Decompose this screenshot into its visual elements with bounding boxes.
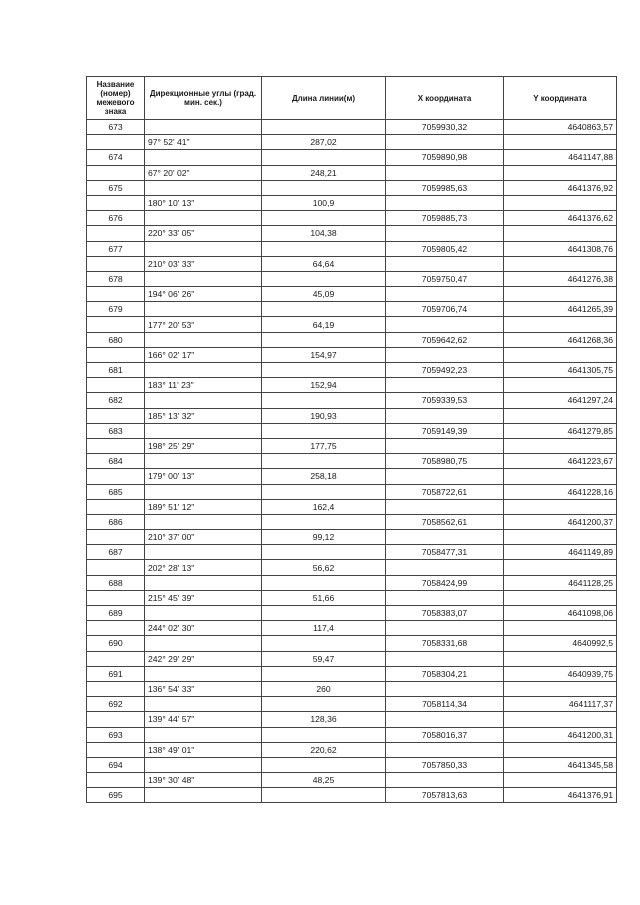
empty-cell [386,530,504,545]
empty-cell [262,545,386,560]
empty-cell [262,241,386,256]
table-row-point [87,636,617,651]
x-coordinate: 7059149,39 [386,423,504,438]
empty-cell [504,530,617,545]
mark-number: 687 [87,545,145,560]
table-row-point [87,332,617,347]
empty-cell [262,666,386,681]
y-coordinate: 4641223,67 [504,454,617,469]
empty-cell [87,226,145,241]
x-coordinate: 7058562,61 [386,514,504,529]
direction-angle: 177° 20' 53" [145,317,262,332]
y-coordinate: 4641305,75 [504,363,617,378]
empty-cell [386,378,504,393]
empty-cell [386,408,504,423]
empty-cell [145,484,262,499]
line-length: 56,62 [262,560,386,575]
empty-cell [504,195,617,210]
header-x-coordinate: X координата [386,77,504,120]
empty-cell [145,727,262,742]
direction-angle: 136° 54' 33" [145,681,262,696]
empty-cell [386,712,504,727]
empty-cell [262,180,386,195]
x-coordinate: 7059706,74 [386,302,504,317]
x-coordinate: 7059750,47 [386,271,504,286]
empty-cell [386,135,504,150]
mark-number: 683 [87,423,145,438]
mark-number: 676 [87,211,145,226]
table-row-segment [87,499,617,514]
mark-number: 691 [87,666,145,681]
x-coordinate: 7058016,37 [386,727,504,742]
table-row-segment [87,651,617,666]
empty-cell [87,256,145,271]
empty-cell [87,317,145,332]
mark-number: 673 [87,120,145,135]
empty-cell [504,681,617,696]
table-row-segment [87,742,617,757]
empty-cell [386,195,504,210]
empty-cell [87,135,145,150]
empty-cell [386,226,504,241]
table-header-row [87,77,617,120]
line-length: 177,75 [262,438,386,453]
empty-cell [145,575,262,590]
direction-angle: 244° 02' 30" [145,621,262,636]
boundary-marks-table [86,76,617,803]
mark-number: 684 [87,454,145,469]
x-coordinate: 7059339,53 [386,393,504,408]
table-row-point [87,788,617,803]
empty-cell [145,363,262,378]
table-row-point [87,423,617,438]
line-length: 59,47 [262,651,386,666]
empty-cell [262,697,386,712]
table-row-point [87,697,617,712]
empty-cell [386,499,504,514]
header-mark-name: Название (номер) межевого знака [87,77,145,120]
direction-angle: 139° 30' 48" [145,773,262,788]
line-length: 152,94 [262,378,386,393]
line-length: 162,4 [262,499,386,514]
direction-angle: 202° 28' 13" [145,560,262,575]
empty-cell [504,651,617,666]
empty-cell [386,165,504,180]
table-row-segment [87,408,617,423]
empty-cell [145,393,262,408]
table-row-segment [87,165,617,180]
x-coordinate: 7058980,75 [386,454,504,469]
table-row-segment [87,195,617,210]
direction-angle: 179° 00' 13" [145,469,262,484]
empty-cell [504,590,617,605]
empty-cell [386,681,504,696]
direction-angle: 194° 06' 26" [145,287,262,302]
y-coordinate: 4641276,38 [504,271,617,286]
y-coordinate: 4640863,57 [504,120,617,135]
line-length: 51,66 [262,590,386,605]
empty-cell [386,651,504,666]
empty-cell [262,727,386,742]
empty-cell [386,560,504,575]
direction-angle: 138° 49' 01" [145,742,262,757]
line-length: 99,12 [262,530,386,545]
table-row-point [87,393,617,408]
empty-cell [504,469,617,484]
empty-cell [504,317,617,332]
table-row-point [87,484,617,499]
direction-angle: 180° 10' 13" [145,195,262,210]
empty-cell [386,287,504,302]
empty-cell [87,681,145,696]
direction-angle: 210° 03' 33" [145,256,262,271]
empty-cell [504,621,617,636]
table-row-segment [87,287,617,302]
empty-cell [87,469,145,484]
empty-cell [386,590,504,605]
empty-cell [145,697,262,712]
empty-cell [262,120,386,135]
line-length: 104,38 [262,226,386,241]
empty-cell [504,226,617,241]
y-coordinate: 4641345,58 [504,757,617,772]
empty-cell [386,742,504,757]
mark-number: 690 [87,636,145,651]
table-row-point [87,211,617,226]
x-coordinate: 7058722,61 [386,484,504,499]
x-coordinate: 7058114,34 [386,697,504,712]
table-row-point [87,727,617,742]
empty-cell [262,575,386,590]
direction-angle: 97° 52' 41" [145,135,262,150]
table-row-segment [87,317,617,332]
x-coordinate: 7059492,23 [386,363,504,378]
empty-cell [504,287,617,302]
table-row-point [87,575,617,590]
empty-cell [87,712,145,727]
x-coordinate: 7058424,99 [386,575,504,590]
empty-cell [145,241,262,256]
empty-cell [504,742,617,757]
table-row-segment [87,621,617,636]
line-length: 248,21 [262,165,386,180]
x-coordinate: 7059890,98 [386,150,504,165]
direction-angle: 183° 11' 23" [145,378,262,393]
table-row-point [87,666,617,681]
mark-number: 692 [87,697,145,712]
table-row-segment [87,469,617,484]
empty-cell [386,773,504,788]
table-row-segment [87,560,617,575]
empty-cell [262,788,386,803]
line-length: 258,18 [262,469,386,484]
table-row-point [87,363,617,378]
mark-number: 675 [87,180,145,195]
line-length: 190,93 [262,408,386,423]
y-coordinate: 4641228,16 [504,484,617,499]
empty-cell [87,195,145,210]
mark-number: 685 [87,484,145,499]
direction-angle: 215° 45' 39" [145,590,262,605]
direction-angle: 242° 29' 29" [145,651,262,666]
x-coordinate: 7059642,62 [386,332,504,347]
line-length: 287,02 [262,135,386,150]
line-length: 64,64 [262,256,386,271]
line-length: 48,25 [262,773,386,788]
empty-cell [262,454,386,469]
empty-cell [145,545,262,560]
y-coordinate: 4641147,88 [504,150,617,165]
empty-cell [504,408,617,423]
empty-cell [386,256,504,271]
direction-angle: 220° 33' 05" [145,226,262,241]
mark-number: 677 [87,241,145,256]
table-row-segment [87,256,617,271]
mark-number: 695 [87,788,145,803]
table-row-point [87,514,617,529]
empty-cell [145,636,262,651]
table-row-point [87,150,617,165]
y-coordinate: 4641376,62 [504,211,617,226]
x-coordinate: 7059930,32 [386,120,504,135]
empty-cell [386,469,504,484]
empty-cell [262,150,386,165]
empty-cell [145,666,262,681]
empty-cell [87,165,145,180]
y-coordinate: 4641117,37 [504,697,617,712]
empty-cell [87,530,145,545]
direction-angle: 210° 37' 00" [145,530,262,545]
mark-number: 674 [87,150,145,165]
y-coordinate: 4641200,37 [504,514,617,529]
table-row-segment [87,530,617,545]
x-coordinate: 7059885,73 [386,211,504,226]
empty-cell [504,378,617,393]
line-length: 100,9 [262,195,386,210]
empty-cell [87,742,145,757]
empty-cell [87,287,145,302]
empty-cell [504,712,617,727]
table-row-point [87,454,617,469]
y-coordinate: 4641098,06 [504,606,617,621]
table-row-segment [87,135,617,150]
table-row-point [87,606,617,621]
table-row-point [87,302,617,317]
x-coordinate: 7057813,63 [386,788,504,803]
empty-cell [262,302,386,317]
table-row-point [87,271,617,286]
empty-cell [145,606,262,621]
y-coordinate: 4641268,36 [504,332,617,347]
empty-cell [87,560,145,575]
x-coordinate: 7058304,21 [386,666,504,681]
empty-cell [87,773,145,788]
line-length: 128,36 [262,712,386,727]
direction-angle: 189° 51' 12" [145,499,262,514]
empty-cell [262,271,386,286]
mark-number: 693 [87,727,145,742]
table-row-segment [87,378,617,393]
x-coordinate: 7058477,31 [386,545,504,560]
empty-cell [145,271,262,286]
table-row-point [87,180,617,195]
header-line-length: Длина линии(м) [262,77,386,120]
empty-cell [386,347,504,362]
header-direction-angle: Дирекционные углы (град. мин. сек.) [145,77,262,120]
empty-cell [504,560,617,575]
empty-cell [504,347,617,362]
mark-number: 688 [87,575,145,590]
empty-cell [262,393,386,408]
y-coordinate: 4641376,92 [504,180,617,195]
x-coordinate: 7059805,42 [386,241,504,256]
empty-cell [262,514,386,529]
line-length: 64,19 [262,317,386,332]
empty-cell [145,332,262,347]
table-row-point [87,545,617,560]
table-row-point [87,241,617,256]
mark-number: 694 [87,757,145,772]
direction-angle: 139° 44' 57" [145,712,262,727]
empty-cell [87,590,145,605]
line-length: 154,97 [262,347,386,362]
table-row-segment [87,438,617,453]
empty-cell [504,499,617,514]
empty-cell [504,256,617,271]
x-coordinate: 7058331,68 [386,636,504,651]
empty-cell [262,606,386,621]
direction-angle: 198° 25' 29" [145,438,262,453]
table-body [87,120,617,803]
mark-number: 681 [87,363,145,378]
y-coordinate: 4640939,75 [504,666,617,681]
empty-cell [262,363,386,378]
empty-cell [87,499,145,514]
y-coordinate: 4641200,31 [504,727,617,742]
line-length: 260 [262,681,386,696]
x-coordinate: 7057850,33 [386,757,504,772]
mark-number: 689 [87,606,145,621]
empty-cell [145,211,262,226]
empty-cell [87,621,145,636]
direction-angle: 166° 02' 17" [145,347,262,362]
y-coordinate: 4641297,24 [504,393,617,408]
table-row-segment [87,590,617,605]
table-row-point [87,120,617,135]
x-coordinate: 7058383,07 [386,606,504,621]
y-coordinate: 4640992,5 [504,636,617,651]
empty-cell [145,150,262,165]
y-coordinate: 4641149,89 [504,545,617,560]
y-coordinate: 4641376,91 [504,788,617,803]
table-row-segment [87,773,617,788]
table-row-point [87,757,617,772]
empty-cell [262,423,386,438]
empty-cell [386,621,504,636]
empty-cell [87,438,145,453]
empty-cell [504,165,617,180]
y-coordinate: 4641279,85 [504,423,617,438]
mark-number: 679 [87,302,145,317]
mark-number: 678 [87,271,145,286]
line-length: 117,4 [262,621,386,636]
direction-angle: 185° 13' 32" [145,408,262,423]
empty-cell [145,514,262,529]
empty-cell [386,438,504,453]
empty-cell [145,120,262,135]
empty-cell [145,788,262,803]
empty-cell [504,135,617,150]
direction-angle: 67° 20' 02" [145,165,262,180]
line-length: 45,09 [262,287,386,302]
mark-number: 682 [87,393,145,408]
empty-cell [87,651,145,666]
empty-cell [145,180,262,195]
table-row-segment [87,681,617,696]
empty-cell [262,757,386,772]
empty-cell [145,757,262,772]
table-row-segment [87,712,617,727]
empty-cell [504,773,617,788]
empty-cell [262,636,386,651]
empty-cell [87,378,145,393]
empty-cell [262,332,386,347]
empty-cell [386,317,504,332]
empty-cell [145,302,262,317]
empty-cell [145,423,262,438]
empty-cell [504,438,617,453]
table-row-segment [87,347,617,362]
x-coordinate: 7059985,63 [386,180,504,195]
line-length: 220,62 [262,742,386,757]
table-row-segment [87,226,617,241]
y-coordinate: 4641265,39 [504,302,617,317]
mark-number: 680 [87,332,145,347]
empty-cell [87,347,145,362]
header-y-coordinate: Y координата [504,77,617,120]
empty-cell [262,211,386,226]
y-coordinate: 4641128,25 [504,575,617,590]
empty-cell [145,454,262,469]
y-coordinate: 4641308,76 [504,241,617,256]
mark-number: 686 [87,514,145,529]
empty-cell [262,484,386,499]
empty-cell [87,408,145,423]
